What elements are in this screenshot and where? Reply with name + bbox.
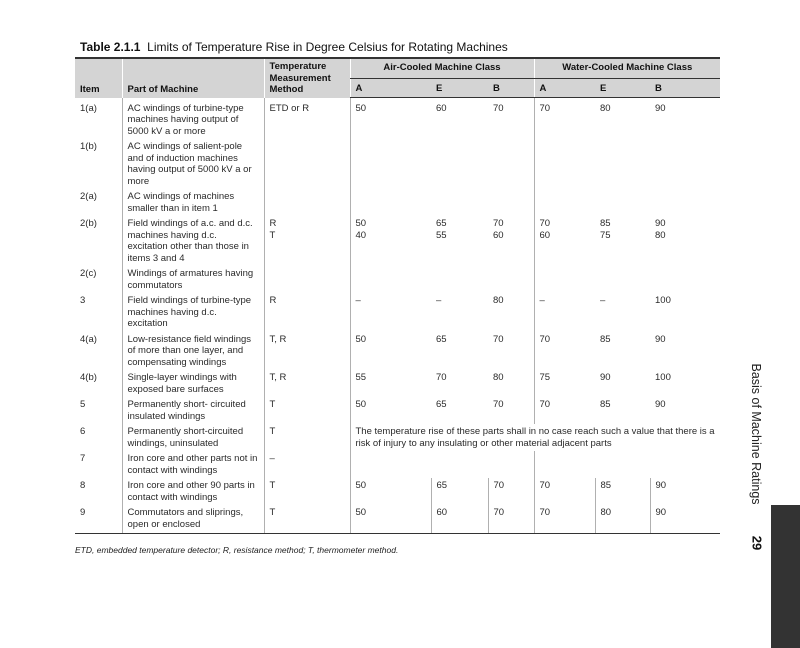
cell-water-a: [534, 139, 595, 189]
header-air-cooled-group: Air-Cooled Machine Class: [350, 58, 534, 78]
cell-water-b: 90: [655, 399, 666, 410]
cell-method: ETD or R: [264, 98, 350, 140]
value-line: 40: [355, 229, 367, 241]
cell-air-a: [350, 451, 431, 478]
value-line: 65: [436, 218, 447, 229]
table-row: [75, 98, 720, 140]
cell-water-b: 90: [650, 478, 720, 505]
value-line: 75: [600, 229, 611, 241]
table-footnote: ETD, embedded temperature detector; R, resistance method; T, thermometer method.: [75, 545, 399, 555]
cell-method: [264, 139, 350, 189]
cell-method: [264, 216, 350, 266]
cell-item: 2(b): [80, 218, 97, 229]
cell-air-e: –: [436, 295, 442, 306]
cell-water-a: 70: [534, 98, 595, 140]
cell-air-a: –: [350, 293, 431, 332]
cell-air-a: 50: [350, 332, 431, 371]
cell-water-e: [595, 451, 650, 478]
cell-air-e: 65: [436, 333, 447, 345]
cell-water-a: 70: [534, 505, 595, 534]
cell-item: 8: [80, 480, 86, 491]
value-line: 80: [655, 229, 666, 241]
cell-method: T: [264, 424, 350, 451]
cell-part: Permanently short-circuited windings, uninsulated: [122, 424, 264, 451]
header-water-class-e: E: [595, 78, 650, 97]
cell-method: T, R: [264, 332, 350, 371]
value-line: 60: [493, 229, 504, 241]
cell-water-e: 80: [600, 103, 611, 114]
table-row: [75, 397, 720, 424]
header-air-class-b: B: [488, 78, 534, 97]
cell-water-e: [595, 189, 650, 216]
temperature-rise-table: [75, 57, 720, 534]
cell-air-b: [488, 216, 534, 266]
cell-water-a: [534, 189, 595, 216]
cell-water-a: 70: [534, 478, 595, 505]
cell-part: Field windings of a.c. and d.c. machines having d.c. excitation other than those in items 3 and 4: [122, 216, 264, 266]
cell-item: 4(b): [80, 372, 97, 383]
value-line: 70: [493, 218, 504, 229]
cell-water-a: [534, 451, 595, 478]
value-line: 60: [539, 229, 551, 241]
cell-air-b: [488, 139, 534, 189]
header-water-class-b: B: [650, 78, 720, 97]
cell-water-b: [650, 266, 720, 293]
value-line: 90: [655, 218, 666, 229]
page-number: 29: [749, 535, 765, 551]
cell-method: T: [264, 397, 350, 424]
cell-air-a: 50: [350, 478, 431, 505]
cell-water-e: [595, 216, 650, 266]
cell-water-e: 90: [600, 372, 611, 383]
header-measurement-method: Temperature Measurement Method: [264, 58, 350, 98]
cell-air-a: 50: [350, 98, 431, 140]
cell-method: T: [264, 478, 350, 505]
cell-air-b: 70: [488, 505, 534, 534]
table-header: [75, 58, 720, 98]
cell-water-e: 85: [600, 399, 611, 410]
cell-part: Single-layer windings with exposed bare surfaces: [122, 370, 264, 397]
header-water-cooled-group: Water-Cooled Machine Class: [534, 58, 720, 78]
cell-air-b: 80: [493, 372, 504, 383]
cell-method: R: [264, 293, 350, 332]
cell-part: Field windings of turbine-type machines having d.c. excitation: [122, 293, 264, 332]
cell-method: [264, 189, 350, 216]
cell-water-e: 85: [595, 478, 650, 505]
cell-air-b: [488, 266, 534, 293]
cell-method: –: [264, 451, 350, 478]
method-line: T: [269, 229, 276, 241]
header-water-class-a: A: [534, 78, 595, 97]
cell-water-a: –: [534, 293, 595, 332]
header-part-of-machine: Part of Machine: [122, 58, 264, 98]
cell-water-b: [650, 451, 720, 478]
cell-air-b: 70: [493, 103, 504, 114]
cell-part: Permanently short- circuited insulated windings: [122, 397, 264, 424]
cell-air-e: [431, 216, 488, 266]
cell-method: [264, 266, 350, 293]
cell-water-b: 90: [655, 333, 666, 345]
cell-item: 2(a): [80, 191, 97, 202]
table-row: [75, 451, 720, 478]
table-row: [75, 189, 720, 216]
page-edge-tab: [771, 505, 800, 648]
value-line: 70: [539, 218, 551, 229]
cell-air-a: [350, 139, 431, 189]
cell-air-e: 60: [436, 103, 447, 114]
cell-item: 5: [80, 399, 86, 410]
cell-item: 3: [80, 295, 86, 306]
cell-air-e: [431, 189, 488, 216]
table-row: [75, 505, 720, 534]
cell-air-b: [488, 451, 534, 478]
cell-water-a: 70: [534, 397, 595, 424]
cell-part: AC windings of machines smaller than in item 1: [122, 189, 264, 216]
cell-part: Iron core and other 90 parts in contact with windings: [122, 478, 264, 505]
table-row: [75, 139, 720, 189]
cell-water-a: [534, 266, 595, 293]
cell-water-e: [595, 139, 650, 189]
cell-item: 2(c): [80, 268, 97, 279]
cell-item: 7: [80, 453, 86, 464]
cell-water-e: 80: [595, 505, 650, 534]
cell-part: Low-resistance field windings of more than one layer, and compensating windings: [122, 332, 264, 371]
cell-air-b: 70: [493, 399, 504, 410]
cell-item: 6: [80, 426, 86, 437]
cell-air-b: 70: [493, 333, 504, 345]
cell-part: AC windings of salient-pole and of induction machines having output of 5000 kV a or more: [122, 139, 264, 189]
cell-air-a: 50: [350, 505, 431, 534]
cell-air-a: [350, 216, 431, 266]
cell-air-a: [350, 266, 431, 293]
cell-air-b: 80: [493, 295, 504, 306]
header-item: Item: [75, 58, 122, 98]
cell-item: 4(a): [80, 333, 97, 345]
cell-water-b: [650, 139, 720, 189]
table-caption: [80, 40, 508, 54]
cell-air-e: [431, 451, 488, 478]
table-row: [75, 478, 720, 505]
table-body: [75, 98, 720, 534]
cell-air-a: [350, 189, 431, 216]
table-caption-text: Limits of Temperature Rise in Degree Celsius for Rotating Machines: [147, 40, 508, 54]
cell-air-b: [488, 189, 534, 216]
cell-air-a: 55: [350, 370, 431, 397]
cell-water-e: –: [600, 295, 606, 306]
cell-part: AC windings of turbine-type machines having output of 5000 kV a or more: [122, 98, 264, 140]
table-row: [75, 216, 720, 266]
cell-water-a: 75: [534, 370, 595, 397]
table-row: [75, 424, 720, 451]
method-line: R: [269, 218, 277, 229]
cell-water-b: [650, 189, 720, 216]
cell-item: 9: [75, 505, 122, 534]
cell-water-e: 85: [600, 333, 611, 345]
value-line: 50: [355, 218, 367, 229]
value-line: 55: [436, 229, 447, 241]
cell-water-a: 70: [534, 332, 595, 371]
cell-part: Commutators and sliprings, open or enclosed: [122, 505, 264, 534]
cell-note: The temperature rise of these parts shall in no case reach such a value that there is a risk of injury to any insulating or other material adjacent parts: [350, 424, 720, 451]
cell-air-e: 70: [436, 372, 447, 383]
table-row: [75, 332, 720, 371]
cell-item: 1(b): [80, 141, 97, 152]
value-line: 85: [600, 218, 611, 229]
cell-air-e: 65: [436, 399, 447, 410]
cell-item: 1(a): [80, 102, 97, 114]
cell-water-b: 90: [655, 103, 666, 114]
table-number: Table 2.1.1: [80, 40, 141, 54]
cell-air-e: [431, 266, 488, 293]
cell-water-b: 100: [655, 372, 671, 383]
cell-air-e: [431, 139, 488, 189]
cell-water-b: [650, 216, 720, 266]
cell-method: T, R: [264, 370, 350, 397]
header-air-class-a: A: [350, 78, 431, 97]
running-header: Basis of Machine Ratings: [749, 363, 763, 505]
table-row: [75, 266, 720, 293]
cell-water-a: [534, 216, 595, 266]
cell-water-b: 100: [655, 295, 671, 306]
cell-air-e: 65: [431, 478, 488, 505]
table-row: [75, 370, 720, 397]
cell-method: T: [264, 505, 350, 534]
cell-air-a: 50: [350, 397, 431, 424]
cell-air-e: 60: [431, 505, 488, 534]
cell-part: Windings of armatures having commutators: [122, 266, 264, 293]
cell-part: Iron core and other parts not in contact with windings: [122, 451, 264, 478]
header-air-class-e: E: [431, 78, 488, 97]
table-row: [75, 293, 720, 332]
cell-air-b: 70: [488, 478, 534, 505]
cell-water-e: [595, 266, 650, 293]
cell-water-b: 90: [650, 505, 720, 534]
